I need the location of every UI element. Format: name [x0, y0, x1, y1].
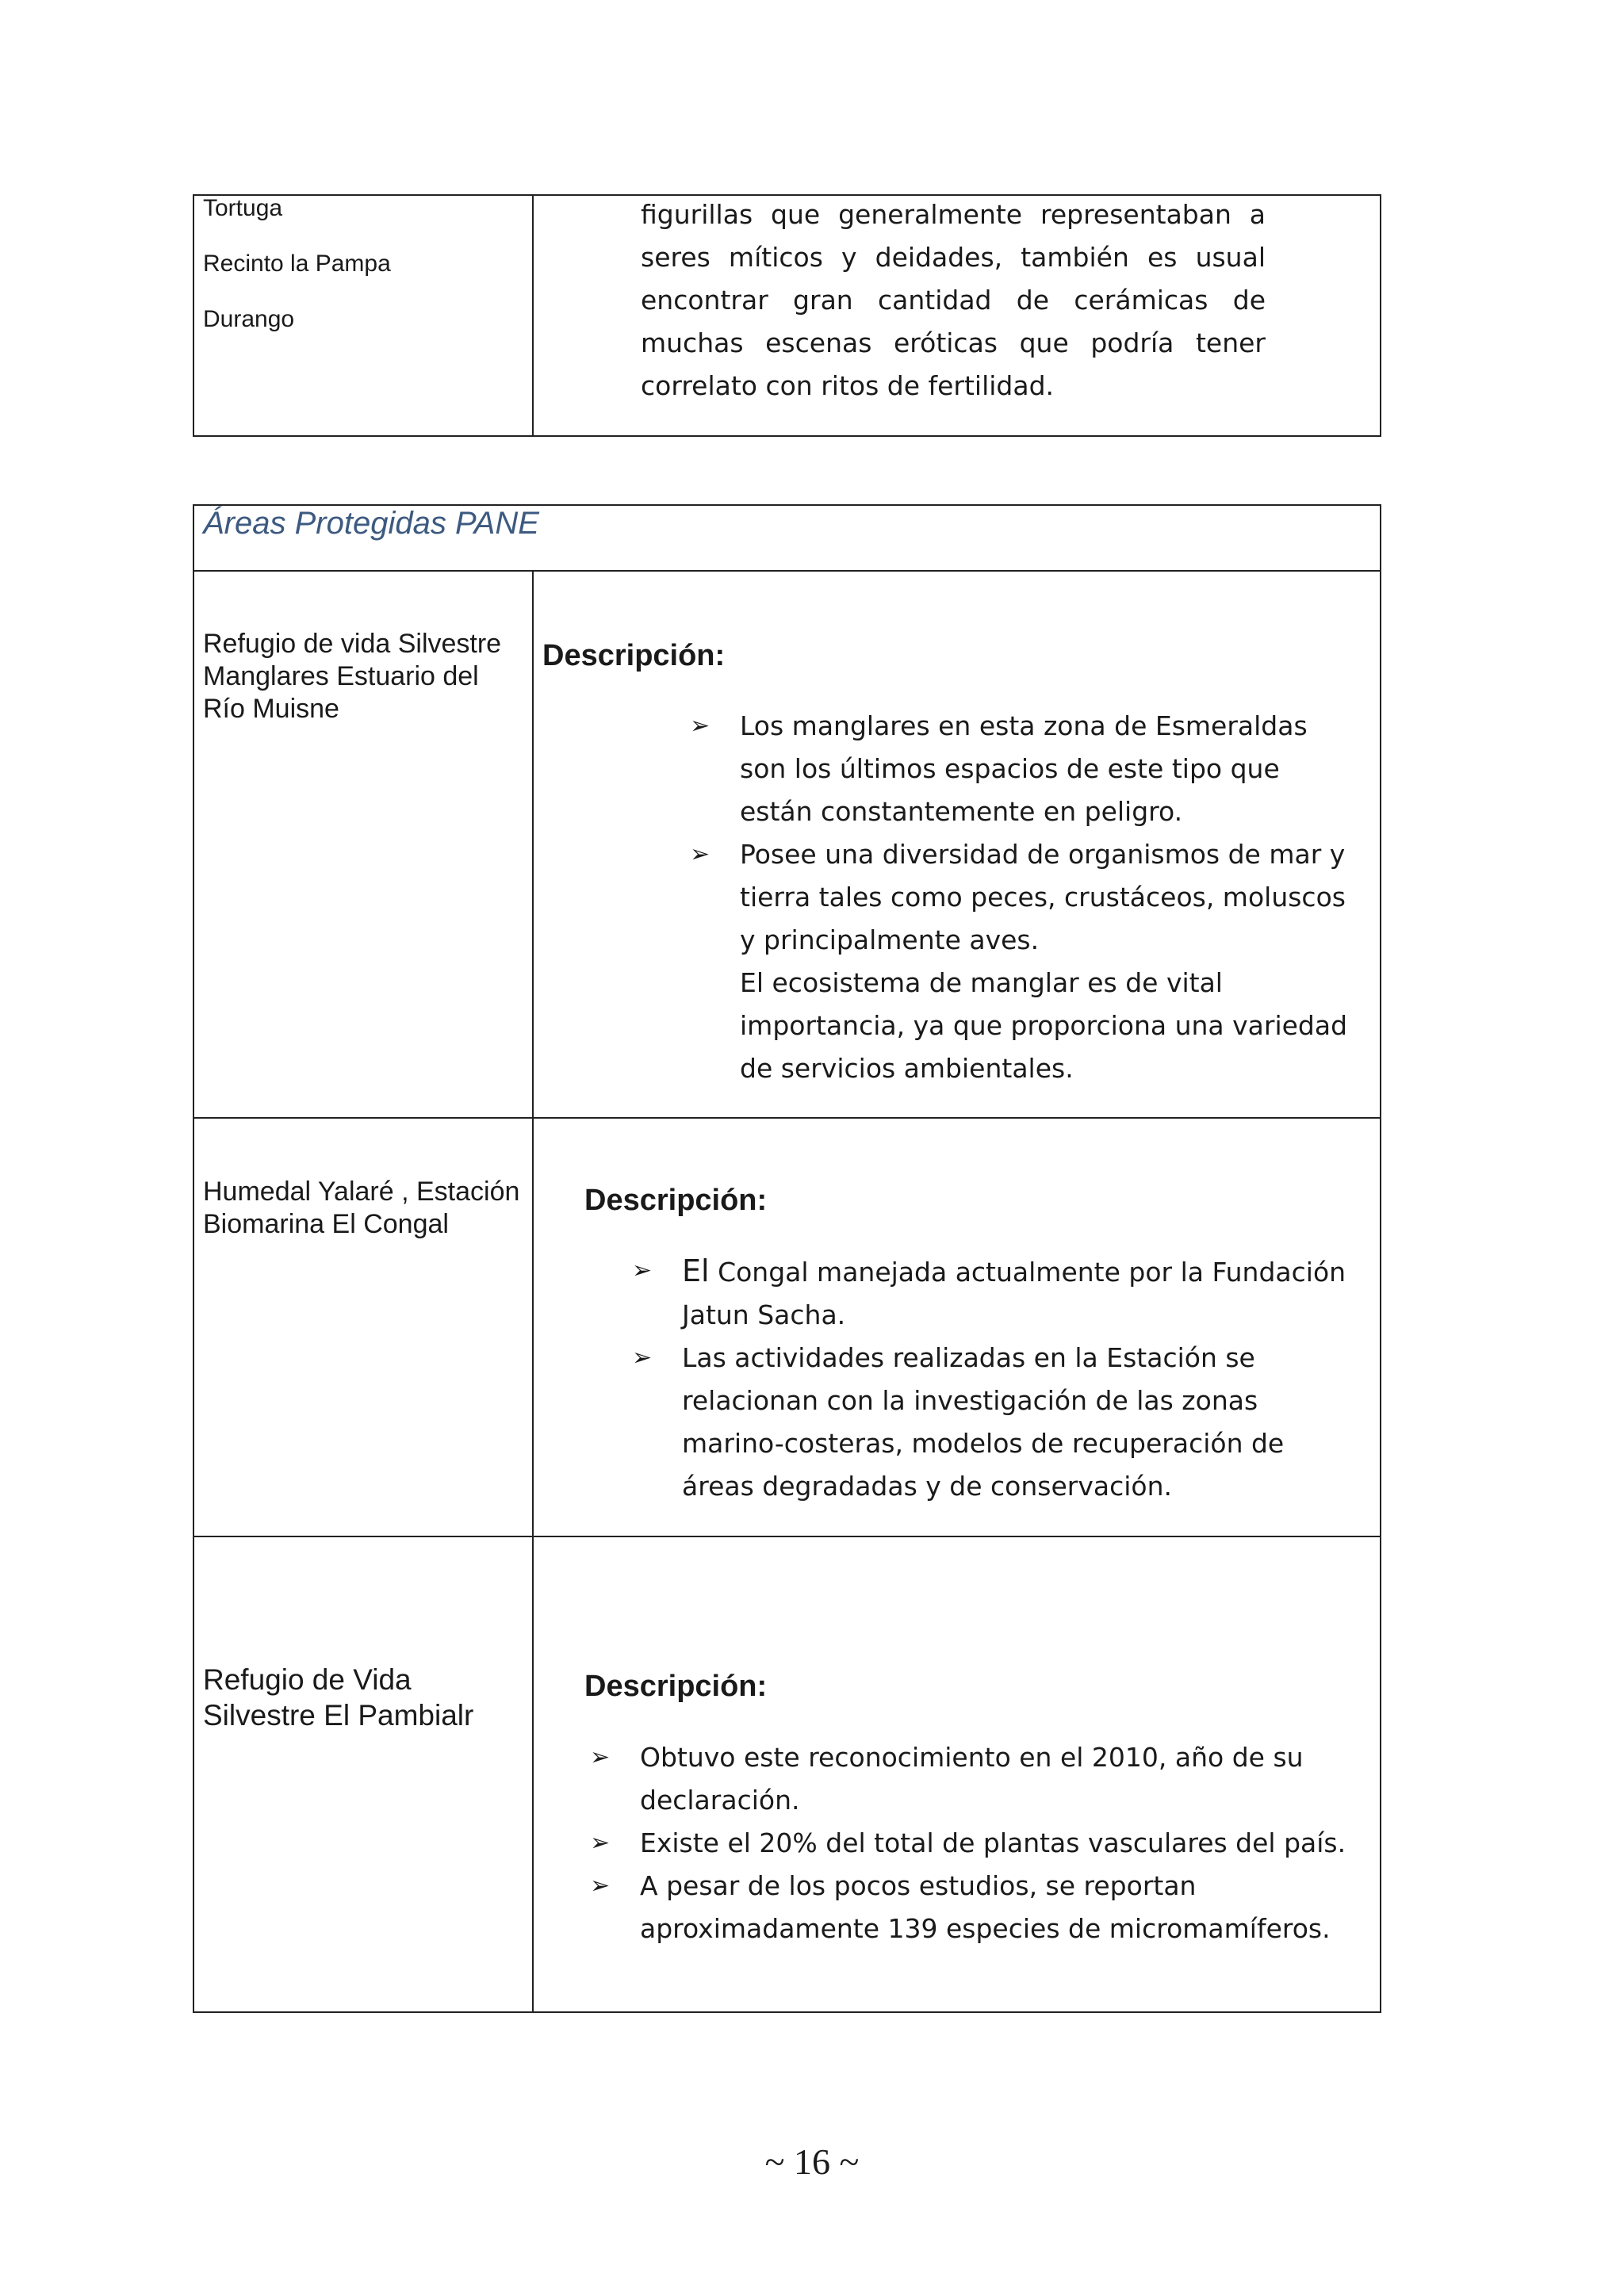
list-item: ➢ Los manglares en esta zona de Esmeraldas son los últimos espacios de este tipo que están constantemente en peligro.	[740, 705, 1360, 833]
list-item: ➢ Posee una diversidad de organismos de mar y tierra tales como peces, crustáceos, moluscos y principalmente aves.	[740, 833, 1360, 962]
arrowhead-bullet-icon: ➢	[590, 1743, 611, 1771]
arrowhead-bullet-icon: ➢	[590, 1829, 611, 1857]
list-item: ➢ A pesar de los pocos estudios, se reportan aproximadamente 139 especies de micromamíferos.	[640, 1865, 1354, 1950]
area-name-muisne: Refugio de vida Silvestre Manglares Estuario del Río Muisne	[203, 629, 502, 724]
list-item-continuation: El ecosistema de manglar es de vital importancia, ya que proporciona una variedad de servicios ambientales.	[740, 967, 1348, 1084]
row-divider-2	[193, 1536, 1381, 1537]
site-list	[203, 196, 520, 362]
list-item: ➢ Obtuvo este reconocimiento en el 2010, año de su declaración.	[640, 1736, 1354, 1822]
section-title: Áreas Protegidas PANE	[203, 506, 539, 541]
area-name-pambialr: Refugio de Vida Silvestre El Pambialr	[203, 1663, 474, 1732]
list-item: ➢ El Congal manejada actualmente por la Fundación Jatun Sacha.	[682, 1249, 1352, 1337]
list-item: ➢ Las actividades realizadas en la Estación se relacionan con la investigación de las zonas marino-costeras, modelos de recuperación de áreas degradadas y de conservación.	[682, 1337, 1352, 1508]
bullet-list-yalare	[632, 1249, 1352, 1508]
description-heading-muisne: Descripción:	[542, 639, 726, 672]
site-tortuga: Tortuga	[203, 195, 283, 221]
site-recinto-la-pampa: Recinto la Pampa	[203, 251, 391, 277]
column-divider	[532, 570, 534, 2013]
title-row-divider	[193, 570, 1381, 572]
site-description	[641, 193, 1266, 408]
list-item: ➢ Existe el 20% del total de plantas vasculares del país.	[640, 1822, 1354, 1865]
page-number: ~ 16 ~	[764, 2141, 860, 2182]
site-durango: Durango	[203, 306, 295, 332]
description-heading-pambialr: Descripción:	[584, 1670, 768, 1703]
arrowhead-bullet-icon: ➢	[690, 840, 710, 868]
bullet-list-muisne	[690, 705, 1360, 1090]
arrowhead-bullet-icon: ➢	[690, 712, 710, 740]
row-divider-1	[193, 1117, 1381, 1119]
site-description-text: figurillas que generalmente representaban a seres míticos y deidades, también es usual encontrar gran cantidad de cerámicas de muchas escenas eróticas que podría tener correlato con ritos de fertilidad.	[641, 199, 1266, 401]
arrowhead-bullet-icon: ➢	[632, 1344, 653, 1372]
bullet-list-pambialr	[590, 1736, 1354, 1950]
arrowhead-bullet-icon: ➢	[590, 1872, 611, 1900]
area-name-yalare: Humedal Yalaré , Estación Biomarina El Congal	[203, 1177, 520, 1239]
arrowhead-bullet-icon: ➢	[632, 1257, 653, 1284]
table-continuation-divider	[532, 194, 534, 437]
description-heading-yalare: Descripción:	[584, 1184, 768, 1217]
